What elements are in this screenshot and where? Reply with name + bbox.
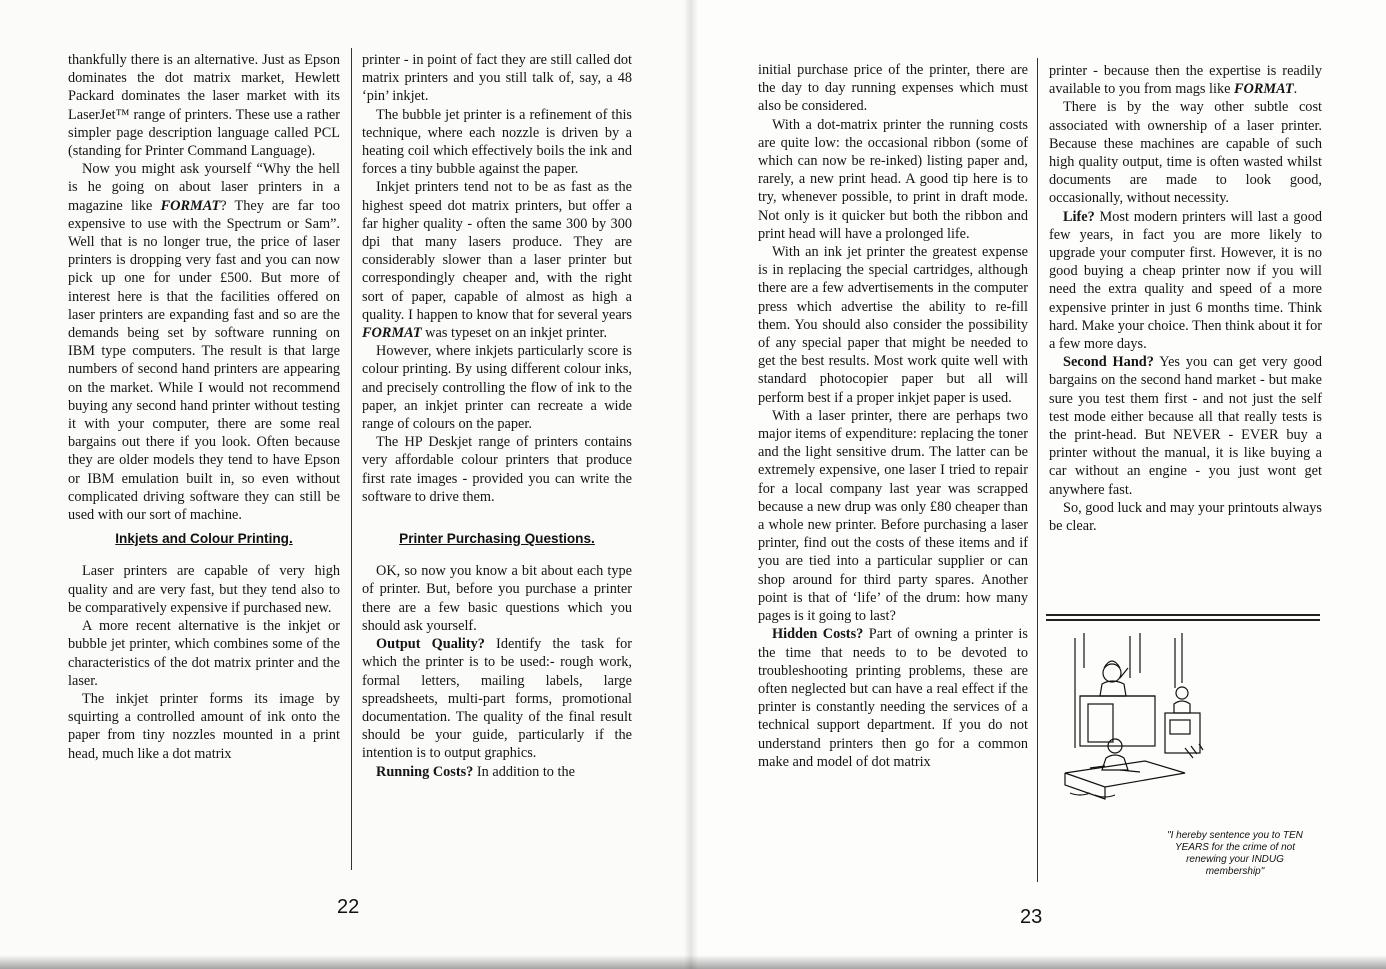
left-column-2 bbox=[362, 51, 632, 781]
format-mention: FORMAT bbox=[1234, 81, 1294, 98]
paragraph: The HP Deskjet range of printers contains very affordable colour printers that produce first rate images - provided you can write the software to drive them. bbox=[362, 434, 632, 505]
keyword-life: Life? bbox=[1063, 208, 1095, 225]
page-number-left: 22 bbox=[337, 896, 360, 918]
section-heading-inkjets: Inkjets and Colour Printing. bbox=[115, 531, 293, 547]
right-column-2 bbox=[1049, 62, 1322, 535]
column-divider bbox=[1037, 58, 1038, 882]
courtroom-cartoon bbox=[1060, 628, 1210, 808]
keyword-running-costs: Running Costs? bbox=[376, 763, 474, 780]
paragraph: There is by the way other subtle cost associated with ownership of a laser printer. Because these machines are capable of such high quality output, time is often wasted whilst documents are made to look good, occasionally, without necessity. bbox=[1049, 99, 1322, 207]
paragraph: OK, so now you know a bit about each type of printer. But, before you purchase a printer there are a few basic questions which you should ask yourself. bbox=[362, 563, 632, 634]
paragraph: thankfully there is an alternative. Just as Epson dominates the dot matrix market, Hewlett Packard dominates the laser market with its LaserJet™ range of printers. These use a rather simpler page description language called PCL (standing for Printer Command Language). bbox=[68, 52, 340, 160]
paragraph: A more recent alternative is the inkjet or bubble jet printer, which combines some of the characteristics of the dot matrix printer and the laser. bbox=[68, 618, 340, 689]
keyword-hidden-costs: Hidden Costs? bbox=[772, 626, 864, 643]
paragraph: Laser printers are capable of very high quality and are very fast, but they tend also to be comparatively expensive if purchased new. bbox=[68, 563, 340, 616]
paragraph: Output Quality? Identify the task for which the printer is to be used:- rough work, formal letters, mailing labels, large spreadsheets, multi-part forms, promotional documentation. The quality of the final result should be your guide, particularly if the intention is to output graphics. bbox=[362, 636, 632, 762]
paragraph: Life? Most modern printers will last a good few years, in fact you are more likely to upgrade your computer first. However, it is no good buying a cheap printer now if you will need the extra quality and speed of a more expensive printer in just 6 months time. Think hard. Make your choice. Then think about it for a few more days. bbox=[1049, 208, 1322, 353]
column-divider bbox=[351, 48, 352, 870]
paragraph: Inkjet printers tend not to be as fast as the highest speed dot matrix printers, but offer a far higher quality - often the same 300 by 300 dpi that many lasers produce. They are considerably slower than a laser printer but correspondingly cheaper and, with the right sort of paper, capable of almost as high a quality. I happen to know that for several years FORMAT was typeset on an inkjet printer. bbox=[362, 179, 632, 342]
format-mention: FORMAT bbox=[160, 197, 221, 214]
right-column-1 bbox=[758, 61, 1028, 771]
paragraph: The bubble jet printer is a refinement of this technique, where each nozzle is driven by a heating coil which effectively boils the ink and forces a tiny bubble against the paper. bbox=[362, 106, 632, 178]
paragraph: Hidden Costs? Part of owning a printer is the time that needs to to be devoted to troubleshooting printing problems, these are often neglected but can have a real effect if the printer is constantly needing the services of a technical support department. If you do not understand printers then go for a common make and model of dot matrix bbox=[758, 626, 1028, 770]
book-gutter bbox=[684, 0, 698, 969]
cartoon-divider bbox=[1046, 614, 1320, 621]
paragraph: With a dot-matrix printer the running costs are quite low: the occasional ribbon (some of which can now be re-inked) listing paper and, rarely, a new print head. A good tip here is to try, whenever possible, to print in draft mode. Not only is it quicker but both the ribbon and print head will have a prolonged life. bbox=[758, 116, 1028, 242]
paragraph: printer - because then the expertise is readily available to you from mags like FORMAT. bbox=[1049, 63, 1322, 98]
paragraph: Second Hand? Yes you can get very good bargains on the second hand market - but make sure you test them first - and not just the self test mode either because all that really tests is the print-head. But NEVER - EVER buy a printer without the manual, it is like buying a car without an engine - you just wont get anywhere fast. bbox=[1049, 354, 1323, 498]
keyword-second-hand: Second Hand? bbox=[1063, 354, 1154, 371]
left-column-1 bbox=[68, 51, 340, 763]
cartoon-caption: "I hereby sentence you to TEN YEARS for the crime of not renewing your INDUG membership" bbox=[1167, 830, 1303, 877]
paragraph: The inkjet printer forms its image by squirting a controlled amount of ink onto the paper from tiny nozzles mounted in a print head, much like a dot matrix bbox=[68, 690, 340, 762]
paragraph: However, where inkjets particularly score is colour printing. By using different colour inks, and precisely controlling the flow of ink to the paper, an inkjet printer can recreate a wide range of colours on the paper. bbox=[362, 343, 632, 433]
page-bottom-edge bbox=[0, 955, 1386, 969]
paragraph: Now you might ask yourself “Why the hell is he going on about laser printers in a magazine like FORMAT? They are far too expensive to use with the Spectrum or Sam”. Well that is no longer true, the price of laser printers is dropping very fast and you can now pick up one for under £500. But more of interest here is that the facilities offered on laser printers are expanding fast and so are the demands being set by software running on IBM type computers. The result is that large numbers of second hand printers are appearing on the market. While I would not recommend buying any second hand printer without testing it with your computer, there are some real bargains out there if you look. Often because they are older models they tend to have Epson or IBM emulation built in, so even without complicated driving software they can still be used with our sort of machine. bbox=[68, 161, 340, 524]
keyword-output-quality: Output Quality? bbox=[376, 636, 485, 653]
paragraph: Running Costs? In addition to the bbox=[376, 763, 575, 780]
paragraph: printer - in point of fact they are still called dot matrix printers and you still talk of, say, a 48 ‘pin’ inkjet. bbox=[362, 52, 632, 105]
paragraph: With a laser printer, there are perhaps two major items of expenditure: replacing the toner and the light sensitive drum. The latter can be extremely expensive, one laser I tried to repair for a local company last year was scrapped because a new drup was only £80 cheaper than a whole new printer. Before purchasing a laser printer, find out the costs of these items and if you are tied into a particular supplier or can shop around for third party spares. Another point is that of ‘life’ of the drum: how many pages is it going to last? bbox=[758, 407, 1028, 625]
paragraph: With an ink jet printer the greatest expense is in replacing the special cartridges, although there are a few advertisements in the computer press which advertise the ability to re-fill them. You should also consider the possibility of any special paper that might be needed to get the best results. Most work quite well with standard photocopier paper but all will perform best if a proper inkjet paper is used. bbox=[758, 244, 1028, 406]
paragraph: So, good luck and may your printouts always be clear. bbox=[1049, 499, 1322, 535]
section-heading-purchasing: Printer Purchasing Questions. bbox=[399, 531, 595, 547]
page-number-right: 23 bbox=[1020, 906, 1043, 928]
format-mention: FORMAT bbox=[362, 325, 422, 342]
paragraph: initial purchase price of the printer, there are the day to day running expenses which must also be considered. bbox=[758, 62, 1028, 115]
